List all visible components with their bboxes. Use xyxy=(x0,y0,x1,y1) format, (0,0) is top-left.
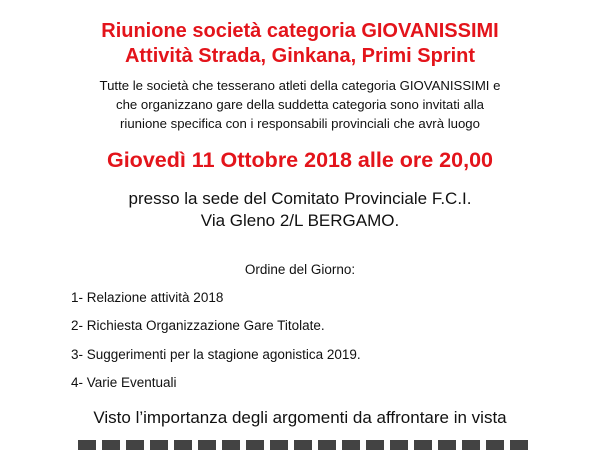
event-date: Giovedì 11 Ottobre 2018 alle ore 20,00 xyxy=(106,148,493,172)
agenda-title: Ordine del Giorno: xyxy=(244,262,356,277)
agenda-item: 3- Suggerimenti per la stagione agonistica 2019. xyxy=(71,346,361,362)
event-venue xyxy=(0,188,600,232)
venue-line-1: presso la sede del Comitato Provinciale F.C.I. xyxy=(128,189,472,208)
agenda-item: 2- Richiesta Organizzazione Gare Titolate. xyxy=(71,318,325,334)
venue-line-2: Via Gleno 2/L BERGAMO. xyxy=(200,211,400,230)
title-line-2: Attività Strada, Ginkana, Primi Sprint xyxy=(124,45,476,67)
cropped-next-line xyxy=(78,438,528,450)
agenda-item: 4- Varie Eventuali xyxy=(71,374,177,390)
intro-line-1: Tutte le società che tesserano atleti della categoria GIOVANISSIMI e xyxy=(99,78,501,93)
closing-text: Visto l’importanza degli argomenti da affrontare in vista xyxy=(93,408,507,427)
intro-line-3: riunione specifica con i responsabili provinciali che avrà luogo xyxy=(120,116,480,131)
agenda-item: 1- Relazione attività 2018 xyxy=(71,290,224,305)
agenda-list xyxy=(71,289,361,402)
intro-paragraph xyxy=(0,76,600,133)
title-line-1: Riunione società categoria GIOVANISSIMI xyxy=(101,20,499,42)
intro-line-2: che organizzano gare della suddetta categoria sono invitati alla xyxy=(115,97,485,112)
